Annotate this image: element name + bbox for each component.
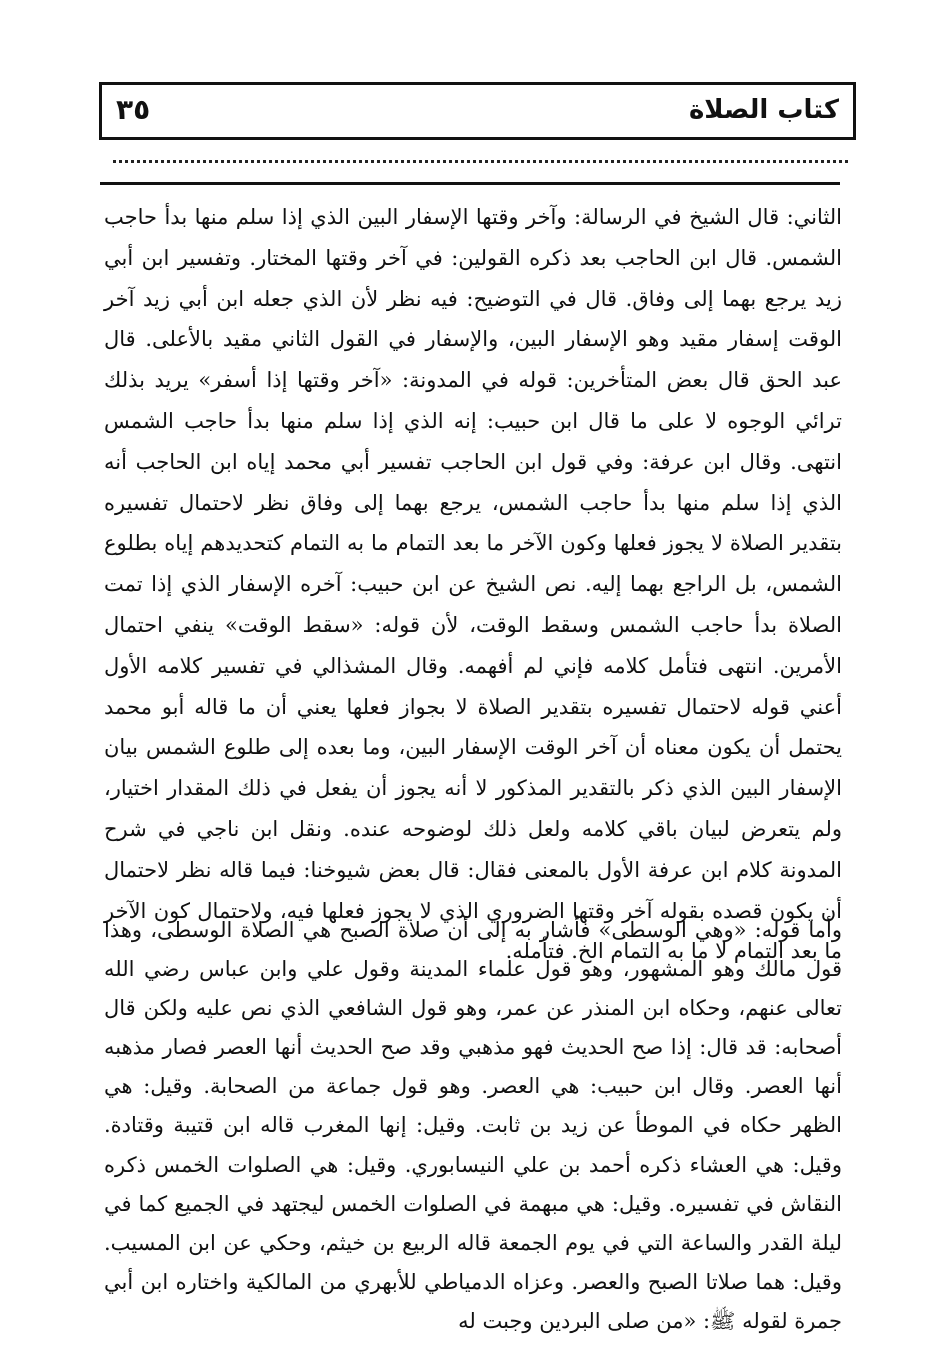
paragraph-1-text: الثاني: قال الشيخ في الرسالة: وآخر وقتها الإسفار البين الذي إذا سلم منها بدأ حاجب الشمس. قال ابن الحاجب بعد ذكره القولين: في آخر وقتها المختار. وتفسير ابن أبي زيد يرجع بهما إلى وفاق. قال في التوضيح: فيه نظر لأن الذي جعله ابن أبي زيد آخر الوقت إسفار مقيد وهو الإسفار البين، والإسفار في القول الثاني مقيد بالأعلى. قال عبد الحق قال بعض المتأخرين: قوله في المدونة: «آخر وقتها إذا أسفر» يريد بذلك ترائي الوجوه لا على ما قال ابن حبيب: إنه الذي إذا سلم منها بدأ حاجب الشمس انتهى. وقال ابن عرفة: وفي قول ابن الحاجب تفسير أبي محمد إياه ابن الحاجب أنه الذي إذا سلم منها بدأ حاجب الشمس، يرجع بهما إلى وفاق نظر لاحتمال تفسيره بتقدير الصلاة لا يجوز فعلها وكون الآخر ما بعد التمام ما به التمام كتحديدهم إياه بطلوع الشمس، بل الراجع بهما إليه. نص الشيخ عن ابن حبيب: آخره الإسفار الذي إذا تمت الصلاة بدأ حاجب الشمس وسقط الوقت، لأن قوله: «سقط الوقت» ينفي احتمال الأمرين. انتهى فتأمل كلامه فإني لم أفهمه. وقال المشذالي في تفسير كلامه الأول أعني قوله لاحتمال تفسيره بتقدير الصلاة لا بجواز فعلها يعني أن ما قاله أبو محمد يحتمل أن يكون معناه أن آخر الوقت الإسفار البين، وما بعده إلى طلوع الشمس بيان الإسفار البين الذي ذكر بالتقدير المذكور لا أنه يجوز أن يفعل في ذلك المقدار اختيار، ولم يتعرض لبيان باقي كلامه ولعل ذلك لوضوحه عنده. ونقل ابن ناجي في شرح المدونة كلام ابن عرفة الأول بالمعنى فقال: قال بعض شيوخنا: فيما قاله نظر لاحتمال أن يكون قصده بقوله آخر وقتها الضروري الذي لا يجوز فعلها فيه، ولاحتمال كون الآخر ما بعد التمام لا ما به التمام الخ. فتأمله. — [104, 205, 842, 964]
book-title: كتاب الصلاة — [688, 95, 839, 125]
page-number: ٣٥ — [116, 93, 151, 126]
solid-divider — [100, 182, 840, 185]
paragraph-2-text: وأما قوله: «وهي الوسطى» فأشار به إلى أن صلاة الصبح هي الصلاة الوسطى، وهذا قول مالك وهو المشهور، وهو قول علماء المدينة وقول علي وابن عباس رضي الله تعالى عنهم، وحكاه ابن المنذر عن عمر، وهو قول الشافعي الذي نص عليه ولكن قال أصحابه: قد قال: إذا صح الحديث فهو مذهبي وقد صح الحديث أنها العصر فصار مذهبه أنها العصر. وقال ابن حبيب: هي العصر. وهو قول جماعة من الصحابة. وقيل: هي الظهر حكاه في الموطأ عن زيد بن ثابت. وقيل: إنها المغرب قاله ابن قتيبة وقتادة. وقيل: هي العشاء ذكره أحمد بن علي النيسابوري. وقيل: هي الصلوات الخمس ذكره النقاش في تفسيره. وقيل: هي مبهمة في الصلوات الخمس ليجتهد في الجميع كما في ليلة القدر والساعة التي في يوم الجمعة قاله الربيع بن خيثم، وحكي عن ابن المسيب. وقيل: هما صلاتا الصبح والعصر. وعزاه الدمياطي للأبهري من المالكية واختاره ابن أبي جمرة لقوله ﷺ: «من صلى البردين وجبت له — [104, 918, 842, 1333]
paragraph-1 — [104, 197, 842, 972]
page-header — [99, 82, 856, 140]
dotted-divider — [113, 160, 848, 163]
paragraph-2 — [104, 911, 842, 1341]
